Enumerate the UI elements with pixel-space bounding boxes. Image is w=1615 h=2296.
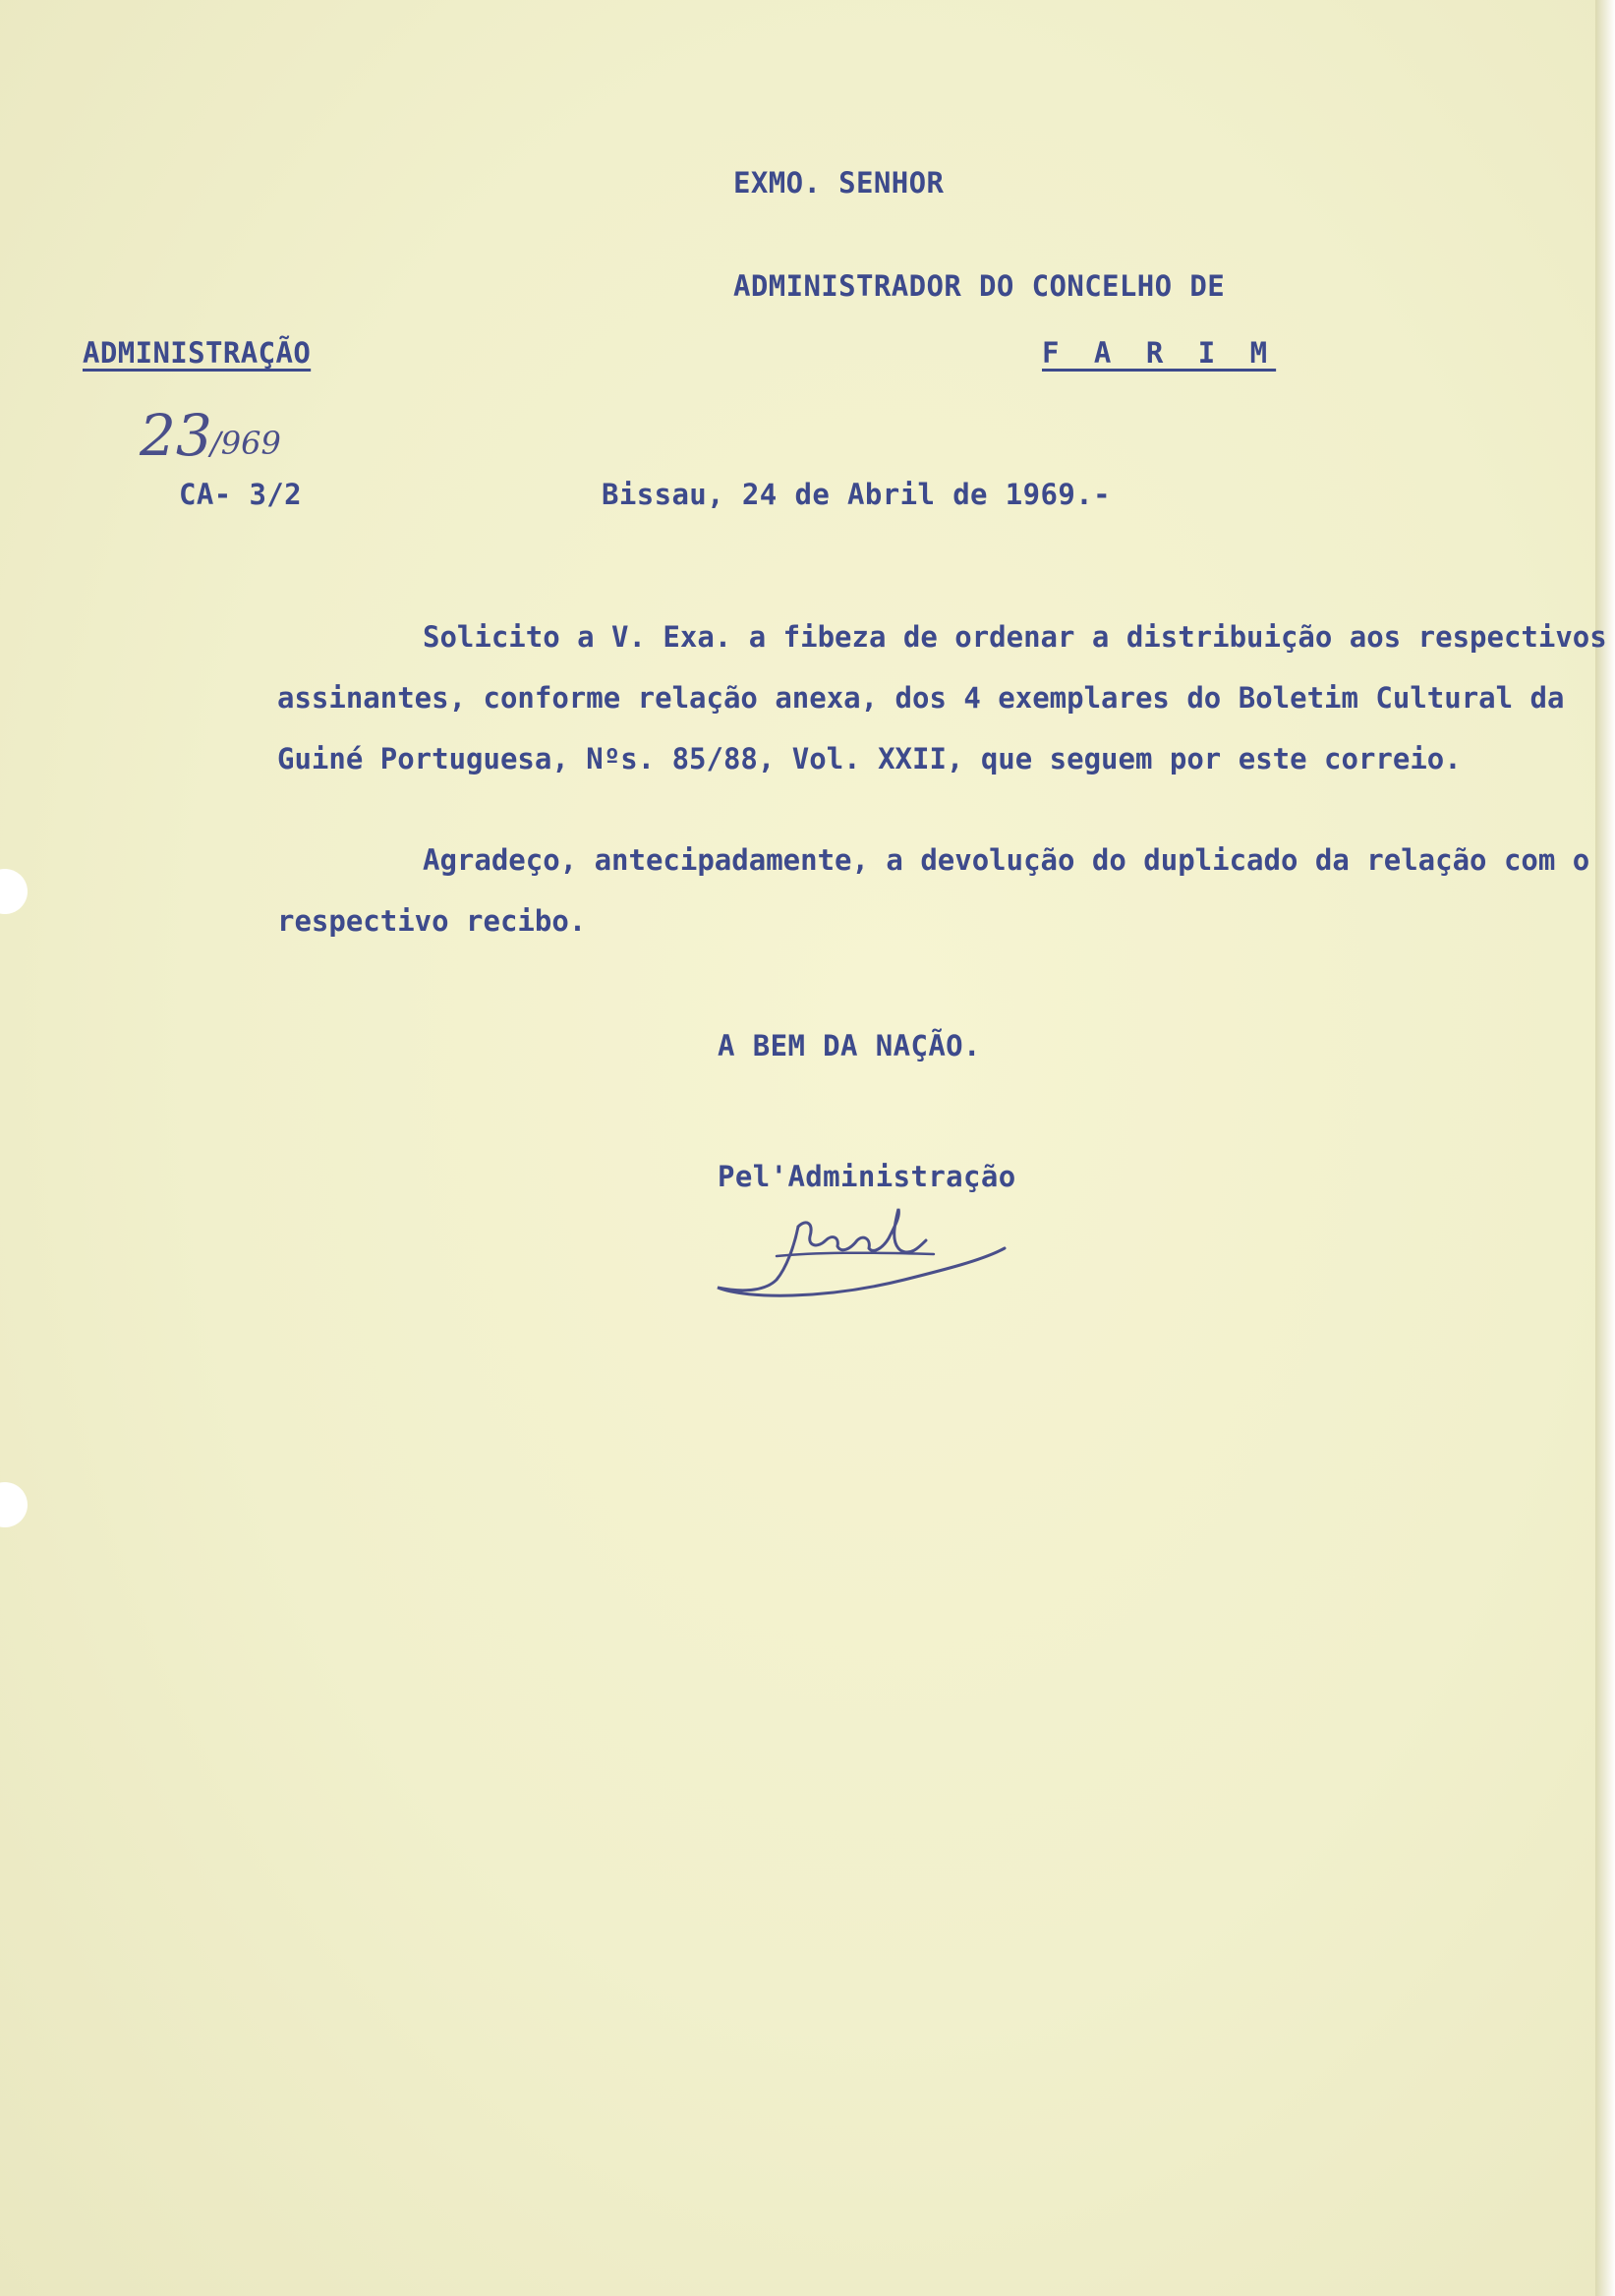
sender-department: ADMINISTRAÇÃO — [83, 336, 312, 370]
reference-handwritten-number: 23 — [140, 402, 212, 469]
handwritten-signature — [708, 1197, 1012, 1305]
body-paragraph-1 — [277, 606, 1607, 789]
body-paragraph-2 — [277, 830, 1590, 951]
paragraph-line: Solicito a V. Exa. a fibeza de ordenar a distribuição aos respectivos — [423, 620, 1607, 654]
paragraph-line: Guiné Portuguesa, Nºs. 85/88, Vol. XXII, que seguem por este correio. — [277, 742, 1462, 775]
reference-code: CA- 3/2 — [179, 478, 303, 511]
place-date: Bissau, 24 de Abril de 1969.- — [602, 478, 1111, 511]
punch-hole-bottom — [0, 1482, 28, 1527]
paragraph-line: assinantes, conforme relação anexa, dos 4 exemplares do Boletim Cultural da — [277, 681, 1565, 715]
paragraph-line: respectivo recibo. — [277, 904, 587, 938]
punch-hole-top — [0, 869, 28, 914]
closing-formula: A BEM DA NAÇÃO. — [718, 1029, 981, 1062]
paper-edge — [1595, 0, 1615, 2296]
salutation: EXMO. SENHOR — [733, 166, 945, 200]
recipient-place: F A R I M — [1042, 336, 1277, 370]
recipient-title: ADMINISTRADOR DO CONCELHO DE — [733, 269, 1226, 303]
reference-year: /969 — [210, 425, 281, 462]
signature-label: Pel'Administração — [718, 1160, 1016, 1193]
paragraph-line: Agradeço, antecipadamente, a devolução do duplicado da relação com o — [423, 843, 1590, 877]
